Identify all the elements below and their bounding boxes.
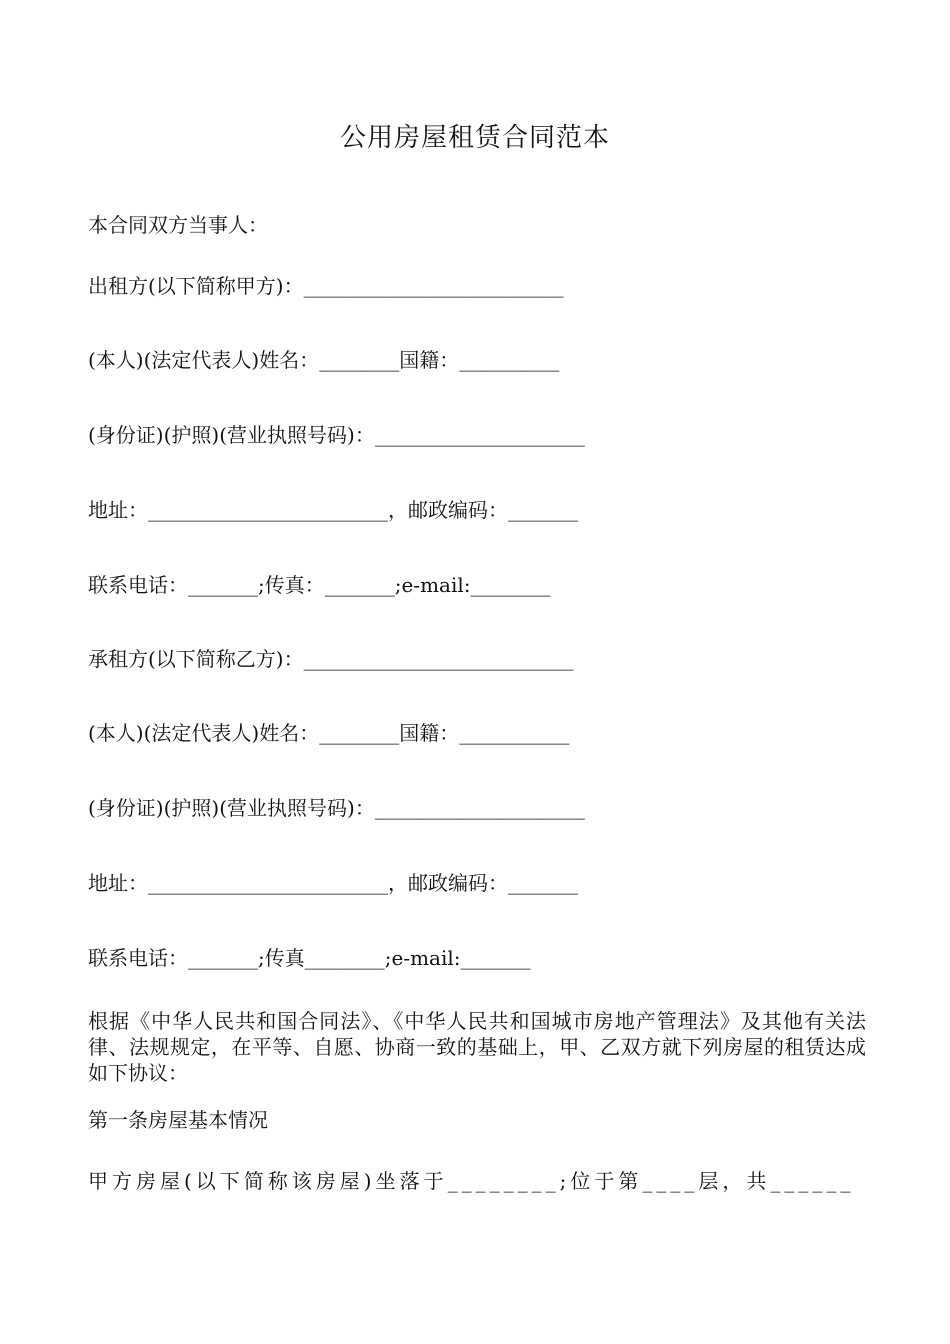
lessor-id-number: (身份证)(护照)(营业执照号码)：_____________________: [88, 423, 585, 447]
lessee-contact: 联系电话：_______;传真________;e-mail:_______: [88, 946, 531, 970]
legal-basis-paragraph: 根据《中华人民共和国合同法》、《中华人民共和国城市房地产管理法》及其他有关法律、法规规定，在平等、自愿、协商一致的基础上，甲、乙双方就下列房屋的租赁达成如下协议：: [88, 1009, 866, 1085]
article-one-text: 甲方房屋(以下简称该房屋)坐落于________;位于第____层，共______: [88, 1169, 855, 1193]
lessee-id-number: (身份证)(护照)(营业执照号码)：_____________________: [88, 796, 585, 820]
lessee-name-nationality: (本人)(法定代表人)姓名：________国籍：___________: [88, 721, 570, 745]
lessee-address: 地址：________________________，邮政编码：_______: [88, 871, 578, 895]
lessee-line: 承租方(以下简称乙方)：___________________________: [88, 647, 574, 671]
lessor-address: 地址：________________________，邮政编码：_______: [88, 498, 578, 522]
article-one-heading: 第一条房屋基本情况: [88, 1108, 268, 1132]
lessor-line: 出租方(以下简称甲方)：__________________________: [88, 274, 564, 298]
lessor-contact: 联系电话：_______;传真：_______;e-mail:________: [88, 573, 551, 597]
parties-intro: 本合同双方当事人：: [88, 213, 268, 237]
document-title: 公用房屋租赁合同范本: [339, 123, 610, 153]
lessor-name-nationality: (本人)(法定代表人)姓名：________国籍：__________: [88, 348, 560, 372]
